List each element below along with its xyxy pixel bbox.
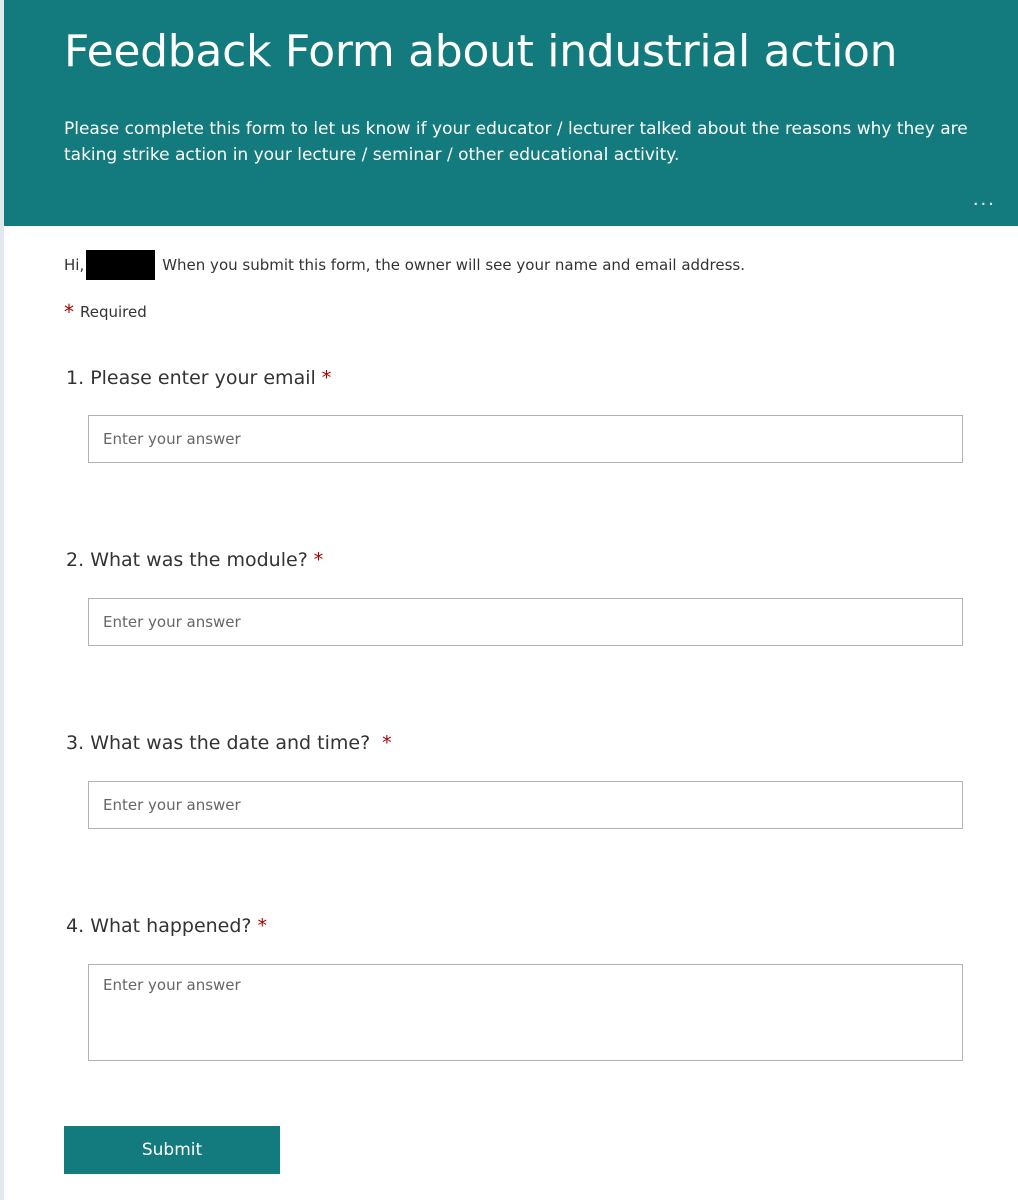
question-number: 3. [66, 732, 85, 754]
required-label: Required [80, 303, 147, 321]
required-note [64, 300, 147, 324]
question-text: What happened? [90, 915, 252, 937]
question-text: Please enter your email [90, 367, 316, 389]
greeting-message: When you submit this form, the owner will see your name and email address. [162, 256, 746, 274]
question-title [66, 728, 966, 758]
question-title [66, 911, 966, 941]
date-time-input[interactable] [88, 781, 963, 829]
required-star: * [313, 549, 324, 571]
form-description: Please complete this form to let us know if your educator / lecturer talked about the reasons why they are taking strike action in your lecture / seminar / other educational activity. [64, 119, 968, 165]
question-number: 1. [66, 367, 85, 389]
form-title: Feedback Form about industrial action [64, 26, 898, 77]
email-input[interactable] [88, 415, 963, 463]
submit-button[interactable]: Submit [64, 1126, 280, 1174]
greeting-line [64, 250, 745, 280]
question-3 [66, 728, 966, 758]
question-2 [66, 545, 966, 575]
question-title [66, 545, 966, 575]
module-input[interactable] [88, 598, 963, 646]
question-text: What was the date and time? [90, 732, 371, 754]
question-1 [66, 363, 966, 393]
required-star: * [64, 300, 74, 324]
more-options-icon[interactable]: ... [972, 189, 996, 210]
greeting-prefix: Hi, [64, 256, 85, 274]
required-star: * [382, 732, 392, 754]
question-number: 4. [66, 915, 85, 937]
form-header [4, 0, 1018, 226]
question-4 [66, 911, 966, 941]
question-number: 2. [66, 549, 85, 571]
required-star: * [321, 367, 332, 389]
redacted-name [86, 250, 155, 280]
what-happened-textarea[interactable] [88, 964, 963, 1061]
required-star: * [257, 915, 268, 937]
question-title [66, 363, 966, 393]
question-text: What was the module? [90, 549, 308, 571]
